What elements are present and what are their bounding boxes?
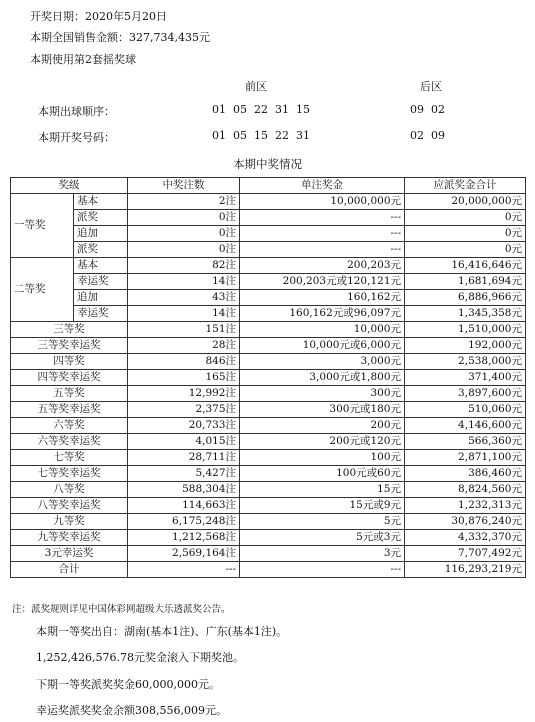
table-row [11,290,526,306]
unit-prize: 15元 [240,482,405,498]
prize-total: 1,681,694元 [405,274,526,290]
unit-prize: 300元 [240,386,405,402]
unit-prize: 10,000元或6,000元 [240,338,405,354]
unit-prize: 5元 [240,514,405,530]
unit-prize: 3元 [240,546,405,562]
prize-total: 1,232,313元 [405,498,526,514]
prize-total: 2,871,100元 [405,450,526,466]
winner-count: 5,427注 [128,466,240,482]
prize-sub-level: 幸运奖 [74,306,128,322]
winner-count: 20,733注 [128,418,240,434]
table-row [11,226,526,242]
header-count: 中奖注数 [128,178,240,194]
prize-level-name: 八等奖 [11,482,128,498]
prize-total: 6,886,966元 [405,290,526,306]
prize-total: 386,460元 [405,466,526,482]
unit-prize: 200,203元或120,121元 [240,274,405,290]
prize-total: 2,538,000元 [405,354,526,370]
winner-count: 0注 [128,210,240,226]
winner-count: 82注 [128,258,240,274]
prize-total: 116,293,219元 [405,562,526,578]
draw-order-label: 本期出球顺序： [38,105,115,118]
unit-prize: 200,203元 [240,258,405,274]
unit-prize: 160,162元或96,097元 [240,306,405,322]
prize-level-name: 六等奖幸运奖 [11,434,128,450]
table-row [11,402,526,418]
unit-prize: --- [240,210,405,226]
winning-number-label: 本期开奖号码： [38,131,115,144]
winner-count: 165注 [128,370,240,386]
prize-level-name: 四等奖幸运奖 [11,370,128,386]
prize-total: 0元 [405,210,526,226]
draw-order-front: 01 05 22 31 15 [212,103,310,116]
unit-prize: 3,000元或1,800元 [240,370,405,386]
unit-prize: --- [240,226,405,242]
prize-total: 1,345,358元 [405,306,526,322]
winner-count: 2,375注 [128,402,240,418]
prize-level-name: 三等奖 [11,322,128,338]
table-row [11,322,526,338]
prize-total: 1,510,000元 [405,322,526,338]
prize-sub-level: 基本 [74,194,128,210]
prize-total: 16,416,646元 [405,258,526,274]
prize-sub-level: 追加 [74,226,128,242]
prize-level-name: 九等奖幸运奖 [11,530,128,546]
table-row [11,562,526,578]
header-prize: 单注奖金 [240,178,405,194]
sales-amount: 本期全国销售金额：327,734,435元 [30,31,210,44]
prize-level-name: 一等奖 [11,194,74,258]
winner-count: 2,569,164注 [128,546,240,562]
prize-total: 510,060元 [405,402,526,418]
prize-total: 30,876,240元 [405,514,526,530]
table-row [11,210,526,226]
prize-total: 371,400元 [405,370,526,386]
first-prize-origin: 本期一等奖出自：湖南(基本1注)、广东(基本1注)。 [36,625,288,638]
unit-prize: 300元或180元 [240,402,405,418]
table-row [11,530,526,546]
table-row [11,450,526,466]
table-row [11,306,526,322]
ball-set: 本期使用第2套摇奖球 [30,53,136,66]
table-row [11,546,526,562]
winner-count: 846注 [128,354,240,370]
next-bonus: 下期一等奖派奖奖金60,000,000元。 [36,678,220,691]
prize-table [10,177,526,578]
table-row [11,338,526,354]
winner-count: 43注 [128,290,240,306]
prize-total: 8,824,560元 [405,482,526,498]
table-row [11,498,526,514]
prize-sub-level: 幸运奖 [74,274,128,290]
lucky-balance: 幸运奖派奖奖金余额308,556,009元。 [36,704,227,717]
winner-count: 6,175,248注 [128,514,240,530]
unit-prize: 100元 [240,450,405,466]
table-row [11,354,526,370]
draw-date: 开奖日期：2020年5月20日 [30,10,167,23]
unit-prize: 100元或60元 [240,466,405,482]
prize-total: 566,360元 [405,434,526,450]
winning-number-back: 02 09 [410,129,445,142]
prize-level-name: 八等奖幸运奖 [11,498,128,514]
unit-prize: --- [240,242,405,258]
rollover-amount: 1,252,426,576.78元奖金滚入下期奖池。 [36,651,244,664]
back-zone-label: 后区 [420,80,442,93]
prize-total: 3,897,600元 [405,386,526,402]
table-row [11,194,526,210]
winning-number-front: 01 05 15 22 31 [212,129,310,142]
table-row [11,514,526,530]
winner-count: 0注 [128,226,240,242]
table-header-row [11,178,526,194]
table-row [11,386,526,402]
winner-count: 12,992注 [128,386,240,402]
prize-sub-level: 派奖 [74,210,128,226]
unit-prize: 15元或9元 [240,498,405,514]
prize-total: 192,000元 [405,338,526,354]
header-level: 奖级 [11,178,128,194]
prize-level-name: 七等奖幸运奖 [11,466,128,482]
winner-count: 114,663注 [128,498,240,514]
table-row [11,418,526,434]
prize-level-name: 四等奖 [11,354,128,370]
table-row [11,466,526,482]
prize-level-name: 五等奖幸运奖 [11,402,128,418]
prize-total: 0元 [405,226,526,242]
prize-level-name: 七等奖 [11,450,128,466]
prize-total: 20,000,000元 [405,194,526,210]
front-zone-label: 前区 [245,80,267,93]
draw-order-back: 09 02 [410,103,445,116]
winner-count: --- [128,562,240,578]
table-row [11,370,526,386]
prize-total: 4,332,370元 [405,530,526,546]
prize-total: 0元 [405,242,526,258]
table-title: 本期中奖情况 [233,157,302,171]
table-row [11,434,526,450]
unit-prize: 3,000元 [240,354,405,370]
prize-sub-level: 派奖 [74,242,128,258]
winner-count: 588,304注 [128,482,240,498]
unit-prize: 5元或3元 [240,530,405,546]
prize-level-name: 三等奖幸运奖 [11,338,128,354]
header-total: 应派奖金合计 [405,178,526,194]
unit-prize: 200元或120元 [240,434,405,450]
unit-prize: 160,162元 [240,290,405,306]
table-row [11,242,526,258]
prize-level-name: 3元幸运奖 [11,546,128,562]
prize-level-name: 合计 [11,562,128,578]
winner-count: 14注 [128,274,240,290]
prize-level-name: 六等奖 [11,418,128,434]
winner-count: 28注 [128,338,240,354]
prize-level-name: 九等奖 [11,514,128,530]
table-row [11,258,526,274]
winner-count: 14注 [128,306,240,322]
prize-level-name: 二等奖 [11,258,74,322]
winner-count: 0注 [128,242,240,258]
winner-count: 28,711注 [128,450,240,466]
unit-prize: 10,000元 [240,322,405,338]
winner-count: 1,212,568注 [128,530,240,546]
table-row [11,274,526,290]
winner-count: 4,015注 [128,434,240,450]
unit-prize: 10,000,000元 [240,194,405,210]
unit-prize: 200元 [240,418,405,434]
footnote: 注：派奖规则详见中国体彩网超级大乐透派奖公告。 [12,604,231,615]
prize-total: 7,707,492元 [405,546,526,562]
prize-sub-level: 基本 [74,258,128,274]
prize-level-name: 五等奖 [11,386,128,402]
prize-total: 4,146,600元 [405,418,526,434]
winner-count: 151注 [128,322,240,338]
table-row [11,482,526,498]
prize-sub-level: 追加 [74,290,128,306]
winner-count: 2注 [128,194,240,210]
unit-prize: --- [240,562,405,578]
